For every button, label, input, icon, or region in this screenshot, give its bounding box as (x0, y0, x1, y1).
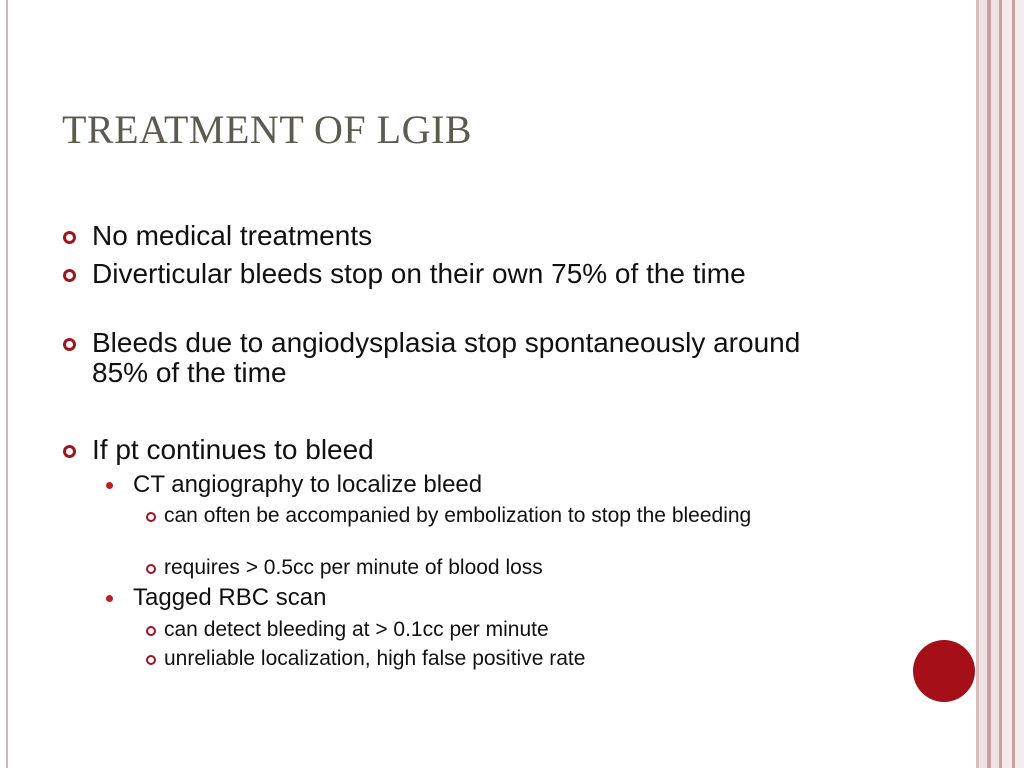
ring-bullet-icon (63, 269, 76, 282)
left-border-line (6, 0, 8, 768)
right-decorative-stripe (1015, 0, 1024, 768)
dot-bullet-icon (106, 595, 113, 602)
ring-bullet-icon (146, 655, 156, 665)
sub-bullet-text: Tagged RBC scan (133, 584, 327, 611)
sub-bullet-text: CT angiography to localize bleed (133, 471, 483, 498)
sub-sub-bullet-text: unreliable localization, high false positive rate (164, 647, 586, 670)
slide-title: TREATMENT OF LGIB (62, 107, 472, 152)
bullet-text: If pt continues to bleed (92, 434, 374, 465)
right-decorative-stripe (991, 0, 999, 768)
right-decorative-stripe (1002, 0, 1012, 768)
dot-bullet-icon (106, 482, 113, 489)
sub-sub-bullet-text: can detect bleeding at > 0.1cc per minute (164, 618, 549, 641)
bullet-text: No medical treatments (92, 220, 373, 251)
bullet-text: Diverticular bleeds stop on their own 75% of the time (92, 258, 746, 289)
right-decorative-stripe (979, 0, 987, 768)
ring-bullet-icon (63, 338, 76, 351)
sub-sub-bullet-text: requires > 0.5cc per minute of blood loss (164, 556, 543, 579)
sub-sub-bullet-text: can often be accompanied by embolization to stop the bleeding (164, 504, 752, 527)
ring-bullet-icon (63, 445, 76, 458)
ring-bullet-icon (146, 512, 156, 522)
bullet-text: Bleeds due to angiodysplasia stop spontaneously around 85% of the time (92, 327, 801, 388)
ring-bullet-icon (146, 626, 156, 636)
ring-bullet-icon (63, 231, 76, 244)
decorative-circle (913, 640, 975, 702)
ring-bullet-icon (146, 564, 156, 574)
